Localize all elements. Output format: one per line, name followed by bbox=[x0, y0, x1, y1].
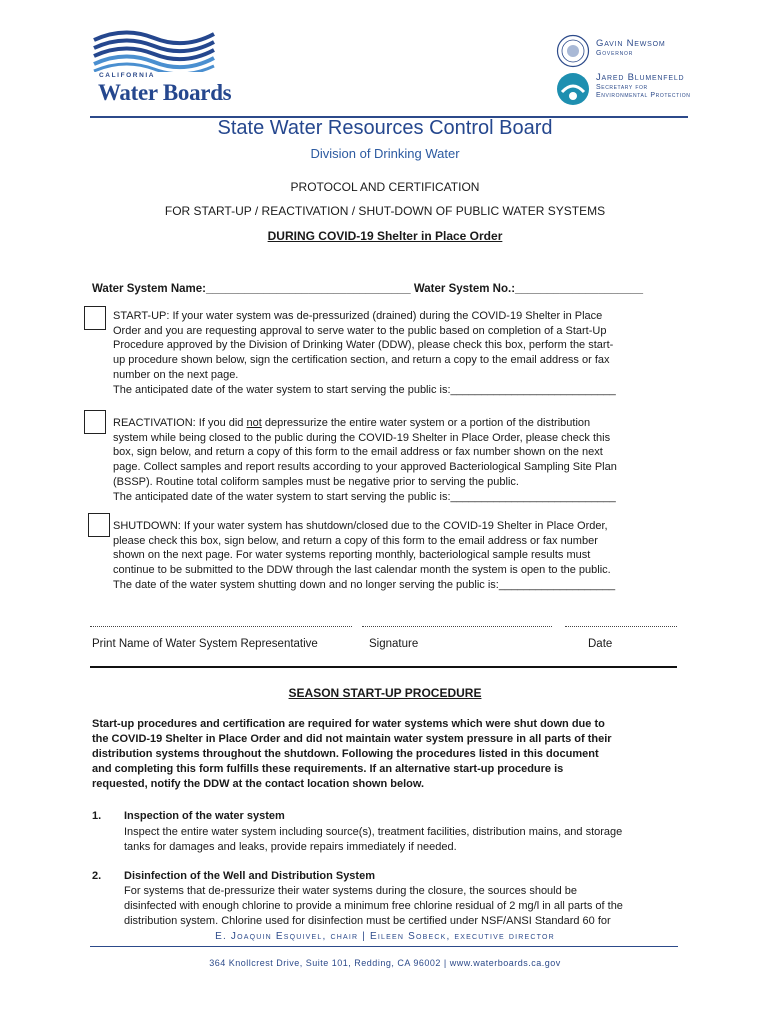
print-name-field[interactable] bbox=[90, 626, 352, 628]
date-label: Date bbox=[588, 638, 613, 650]
water-boards-logo-icon bbox=[92, 28, 216, 72]
procedure-title: SEASON START-UP PROCEDURE bbox=[288, 686, 482, 700]
startup-checkbox[interactable] bbox=[84, 306, 106, 330]
item-title: Inspection of the water system bbox=[124, 810, 285, 822]
footer-divider bbox=[90, 946, 678, 947]
system-name-label: Water System Name: bbox=[92, 283, 206, 295]
print-name-label: Print Name of Water System Representative bbox=[92, 638, 318, 650]
reactivation-label: REACTIVATION: bbox=[113, 417, 196, 429]
reactivation-line: (BSSP). Routine total coliform samples must be negative prior to serving the public. bbox=[113, 475, 519, 488]
item-body bbox=[124, 884, 697, 929]
governor-name: Gavin Newsom bbox=[596, 38, 666, 49]
item-body bbox=[124, 825, 697, 855]
reactivation-line: page. Collect samples and report results according to your approved Bacteriological Sampling Site Plan bbox=[113, 461, 617, 474]
item-line: tanks for damages and leaks, provide repairs immediately if needed. bbox=[124, 841, 457, 853]
form-heading-2: FOR START-UP / REACTIVATION / SHUT-DOWN OF PUBLIC WATER SYSTEMS bbox=[164, 204, 606, 218]
procedure-intro bbox=[92, 717, 697, 792]
logo-title: Water Boards bbox=[98, 80, 232, 105]
shutdown-section bbox=[113, 519, 698, 593]
intro-line: requested, notify the DDW at the contact location shown below. bbox=[92, 778, 425, 790]
secretary-title bbox=[596, 84, 690, 100]
footer-address: 364 Knollcrest Drive, Suite 101, Redding, CA 96002 | www.waterboards.ca.gov bbox=[209, 958, 561, 968]
form-heading-3: DURING COVID-19 Shelter in Place Order bbox=[267, 229, 503, 243]
startup-line: Procedure approved by the Division of Drinking Water (DDW), please check this box, perform the start- bbox=[113, 339, 614, 352]
board-title: State Water Resources Control Board bbox=[217, 117, 553, 139]
startup-line: Order and you are requesting approval to serve water to the public based on completion of a Start-Up bbox=[113, 324, 607, 337]
system-no-label: Water System No.: bbox=[413, 283, 516, 295]
shutdown-line: continue to be submitted to the DDW through the last calendar month the system is open to the public. bbox=[113, 564, 611, 577]
calepa-logo-icon bbox=[556, 72, 590, 106]
not-emphasis: not bbox=[246, 417, 262, 429]
intro-line: the COVID-19 Shelter in Place Order and did not maintain water system pressure in all parts of their bbox=[92, 733, 612, 745]
footer-officials: E. Joaquin Esquivel, chair | Eileen Sobeck, executive director bbox=[0, 931, 770, 942]
reactivation-line: depressurize the entire water system or a portion of the distribution bbox=[264, 417, 591, 429]
shutdown-line: shown on the next page. For water systems reporting monthly, bacteriological sample results must bbox=[113, 549, 591, 562]
system-name-field[interactable]: ________________________________ bbox=[205, 283, 411, 295]
intro-line: Start-up procedures and certification are required for water systems which were shut down due to bbox=[92, 718, 605, 730]
intro-line: distribution systems throughout the shutdown. Following the procedures listed in this document bbox=[92, 748, 599, 760]
item-line: Inspect the entire water system including source(s), treatment facilities, distribution mains, and storage bbox=[124, 826, 623, 838]
startup-line: number on the next page. bbox=[113, 368, 239, 381]
secretary-title-line1: Secretary for bbox=[596, 84, 648, 91]
reactivation-line: If you did bbox=[198, 417, 244, 429]
section-divider bbox=[90, 666, 677, 668]
item-number: 2. bbox=[92, 870, 102, 882]
startup-section bbox=[113, 309, 698, 397]
secretary-name: Jared Blumenfeld bbox=[596, 72, 685, 83]
item-title: Disinfection of the Well and Distribution System bbox=[124, 870, 375, 882]
startup-label: START-UP: bbox=[113, 310, 170, 322]
water-system-fields bbox=[92, 283, 643, 295]
shutdown-label: SHUTDOWN: bbox=[113, 520, 181, 532]
shutdown-checkbox[interactable] bbox=[88, 513, 110, 537]
signature-label: Signature bbox=[369, 638, 419, 650]
governor-title: Governor bbox=[596, 50, 634, 57]
secretary-title-line2: Environmental Protection bbox=[596, 92, 691, 99]
startup-date-field[interactable]: The anticipated date of the water system to start serving the public is:___________________________ bbox=[113, 383, 616, 396]
startup-line: up procedure shown below, sign the certification section, and return a copy to the email address or fax bbox=[113, 354, 610, 367]
reactivation-line: system while being closed to the public during the COVID-19 Shelter in Place Order, please check this bbox=[113, 431, 611, 444]
item-line: For systems that de-pressurize their water systems during the closure, the sources should be bbox=[124, 885, 578, 897]
item-line: distribution system. Chlorine used for disinfection must be certified under NSF/ANSI Standard 60 for bbox=[124, 915, 611, 927]
date-field[interactable] bbox=[565, 626, 677, 628]
reactivation-section bbox=[113, 416, 698, 504]
reactivation-line: box, sign below, and return a copy of this form to the email address or fax number shown on the next bbox=[113, 446, 603, 459]
reactivation-date-field[interactable]: The anticipated date of the water system to start serving the public is:___________________________ bbox=[113, 490, 616, 503]
startup-line: If your water system was de-pressurized (drained) during the COVID-19 Shelter in Place bbox=[172, 310, 603, 322]
form-heading-1: PROTOCOL AND CERTIFICATION bbox=[290, 180, 480, 194]
item-number: 1. bbox=[92, 810, 102, 822]
shutdown-line: please check this box, sign below, and return a copy of this form to the email address or fax number bbox=[113, 534, 598, 547]
logo-small-text: CALIFORNIA bbox=[99, 72, 156, 79]
system-no-field[interactable]: ____________________ bbox=[515, 283, 643, 295]
division-name: Division of Drinking Water bbox=[310, 146, 460, 161]
reactivation-checkbox[interactable] bbox=[84, 410, 106, 434]
item-line: disinfected with enough chlorine to provide a minimum free chlorine residual of 2 mg/l in all parts of the bbox=[124, 900, 623, 912]
intro-line: and completing this form fulfills these requirements. If an alternative start-up procedure is bbox=[92, 763, 564, 775]
state-seal-icon bbox=[556, 34, 590, 68]
shutdown-line: If your water system has shutdown/closed due to the COVID-19 Shelter in Place Order, bbox=[183, 520, 608, 532]
shutdown-date-field[interactable]: The date of the water system shutting down and no longer serving the public is:___________________ bbox=[113, 578, 616, 591]
signature-field[interactable] bbox=[362, 626, 552, 628]
